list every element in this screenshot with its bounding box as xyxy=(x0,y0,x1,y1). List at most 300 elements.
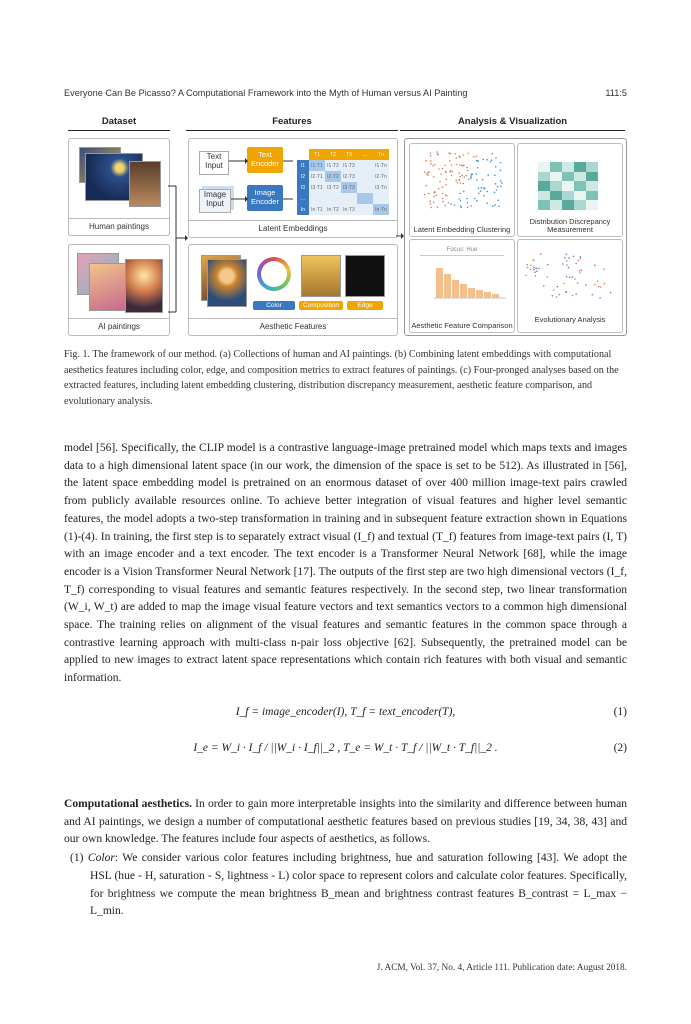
evolution-point xyxy=(533,267,535,269)
evolution-point xyxy=(535,275,537,277)
equation-2-number: (2) xyxy=(613,742,627,754)
matrix-row-header: I1 xyxy=(297,160,309,171)
scatter-point xyxy=(434,191,436,193)
heatmap-cell xyxy=(550,200,562,210)
image-encoder: Image Encoder xyxy=(247,185,283,211)
scatter-point xyxy=(470,176,472,178)
scatter-point xyxy=(445,184,447,186)
scatter-point xyxy=(449,160,451,162)
evolution-point xyxy=(579,270,581,272)
analysis-panel xyxy=(404,138,627,336)
human-paintings-label: Human paintings xyxy=(69,218,169,231)
matrix-cell: I3·T2 xyxy=(325,182,341,193)
ai-thumb xyxy=(125,259,163,313)
scatter-point xyxy=(500,169,502,171)
scatter-point xyxy=(492,205,494,207)
equation-2-text: I_e = W_i · I_f / ||W_i · I_f||_2 , T_e = W_t · T_f / ||W_t · T_f||_2 . xyxy=(193,742,498,754)
matrix-cell xyxy=(309,193,325,204)
scatter-point xyxy=(495,166,497,168)
evolution-point xyxy=(598,286,600,288)
scatter-point xyxy=(456,164,458,166)
scatter-point xyxy=(494,204,496,206)
evolution-point xyxy=(594,264,596,266)
chip-color: Color xyxy=(253,301,295,310)
evolution-point xyxy=(534,271,536,273)
matrix-cell: I1·T1 xyxy=(309,160,325,171)
heatmap-cell xyxy=(550,191,562,201)
matrix-row-header: I2 xyxy=(297,171,309,182)
scatter-point xyxy=(438,168,440,170)
scatter-point xyxy=(426,173,428,175)
matrix-cell: I1·T2 xyxy=(325,160,341,171)
framework-figure xyxy=(64,116,627,338)
edge-thumb xyxy=(345,255,385,297)
evolution-point xyxy=(572,295,574,297)
scatter-point xyxy=(459,164,461,166)
evolution-point xyxy=(579,256,581,258)
heatmap-cell xyxy=(538,172,550,182)
scatter-point xyxy=(466,175,468,177)
matrix-cell: I2·T2 xyxy=(325,171,341,182)
distribution-label: Distribution Discrepancy Measurement xyxy=(529,217,611,234)
scatter-point xyxy=(430,207,432,209)
histogram-bar xyxy=(452,280,459,298)
scatter-point xyxy=(482,179,484,181)
evolution-label: Evolutionary Analysis xyxy=(534,315,606,324)
scatter-point xyxy=(463,154,465,156)
list-item-number: (1) xyxy=(70,852,84,865)
evolution-point xyxy=(581,270,583,272)
scatter-point xyxy=(427,172,429,174)
matrix-row-header: ... xyxy=(297,193,309,204)
scatter-point xyxy=(451,164,453,166)
evolution-point xyxy=(566,276,568,278)
scatter-point xyxy=(445,194,447,196)
matrix-cell xyxy=(341,193,357,204)
evolution-point xyxy=(527,267,529,269)
portrait-thumb xyxy=(129,161,161,207)
list-item xyxy=(64,850,627,921)
scatter-point xyxy=(471,173,473,175)
evolution-point xyxy=(568,267,570,269)
scatter-point xyxy=(450,170,452,172)
scatter-point xyxy=(494,175,496,177)
scatter-point xyxy=(462,165,464,167)
heatmap-cell xyxy=(586,200,598,210)
scatter-point xyxy=(434,164,436,166)
scatter-point xyxy=(450,153,452,155)
scatter-point xyxy=(433,176,435,178)
evolution-point xyxy=(530,265,532,267)
histogram-bar xyxy=(460,284,467,298)
dataset-connector xyxy=(168,176,188,326)
scatter-point xyxy=(437,206,439,208)
scatter-point xyxy=(445,205,447,207)
heatmap-cell xyxy=(550,172,562,182)
scatter-point xyxy=(430,163,432,165)
scatter-point xyxy=(470,178,472,180)
scatter-point xyxy=(457,182,459,184)
scatter-point xyxy=(481,187,483,189)
chip-edge: Edge xyxy=(347,301,383,310)
heatmap-cell xyxy=(562,162,574,172)
body-text: model [56]. Specifically, the CLIP model is a contrastive language-image pretrained model which maps texts and images data to a high dimensional latent space (in our work, the dimension of the space is set to be 512). As illustrated in [56], the latent space embedding model is pretrained on an enormous dataset of over 400 million image-text pairs crawled from publicly available resources online. To achieve better integration of visual features and higher level semantic features, the model adopts a two-step transformation in training and in subsequent feature extraction shown in Equations (1)-(4). In training, the first step is to separately extract visual (I_f) and textual (T_f) features from image-text pairs (I, T) with an image encoder and a text encoder. The text encoder is a Transformer Neural Network [68], while the image encoder is a Vision Transformer Neural Network [17]. The outputs of the first step are two high dimensional vectors (I_f, T_f) corresponding to visual features and semantic features respectively. In the second step, two linear transformation (W_i, W_t) are added to map the image visual feature vectors and text semantics vectors to a common high dimensional space. The training relies on alignment of the visual features and semantic features in the common space through a contrastive learning approach with multi-class n-pair loss objective [62]. Subsequently, the pretrained model can be applied to new images to extract latent space representations which contain rich features with both visual and semantic information. xyxy=(64,442,627,685)
scatter-point xyxy=(436,151,438,153)
composition-thumb xyxy=(301,255,341,297)
heatmap-cell xyxy=(586,172,598,182)
evolution-point xyxy=(592,294,594,296)
heatmap-cell xyxy=(562,172,574,182)
scatter-point xyxy=(459,193,461,195)
heatmap-cell xyxy=(574,172,586,182)
scatter-point xyxy=(476,156,478,158)
scatter-point xyxy=(428,193,430,195)
scatter-point xyxy=(442,186,444,188)
scatter-point xyxy=(478,187,480,189)
evolution-point xyxy=(538,268,540,270)
heatmap-cell xyxy=(586,162,598,172)
evolution-point xyxy=(552,295,554,297)
scatter-point xyxy=(466,198,468,200)
discrepancy-heatmap xyxy=(538,162,598,210)
scatter-point xyxy=(425,160,427,162)
matrix-cell: In·T2 xyxy=(325,204,341,215)
scatter-point xyxy=(468,179,470,181)
matrix-cell xyxy=(357,204,373,215)
aesthetic-comparison-label: Aesthetic Feature Comparison xyxy=(411,321,513,330)
evolution-point xyxy=(564,257,566,259)
scatter-point xyxy=(432,165,434,167)
ai-paintings-box xyxy=(68,244,170,336)
scatter-point xyxy=(445,171,447,173)
scatter-point xyxy=(468,153,470,155)
matrix-col-header: T2 xyxy=(325,149,341,160)
heatmap-cell xyxy=(562,191,574,201)
heatmap-cell xyxy=(538,181,550,191)
scatter-point xyxy=(426,185,428,187)
scatter-point xyxy=(491,159,493,161)
section-heading: Computational aesthetics. xyxy=(64,798,192,810)
matrix-cell: I3·T1 xyxy=(309,182,325,193)
matrix-cell: In·T3 xyxy=(341,204,357,215)
scatter-point xyxy=(461,174,463,176)
section-features: Features xyxy=(186,116,398,131)
scatter-point xyxy=(476,160,478,162)
scatter-point xyxy=(439,181,441,183)
heatmap-cell xyxy=(586,191,598,201)
focus-label: Focus: Hue xyxy=(420,246,504,256)
page-footer: J. ACM, Vol. 37, No. 4, Article 111. Publication date: August 2018. xyxy=(376,963,627,973)
evolution-point xyxy=(566,260,568,262)
scatter-point xyxy=(454,153,456,155)
matrix-col-header: ... xyxy=(357,149,373,160)
scatter-point xyxy=(440,173,442,175)
scatter-point xyxy=(467,170,469,172)
page-number: 111:5 xyxy=(605,88,627,98)
matrix-cell xyxy=(357,160,373,171)
heatmap-cell xyxy=(550,162,562,172)
figure-caption: Fig. 1. The framework of our method. (a) Collections of human and AI paintings. (b) Combining latent embeddings with computational aesthetics features including color, edge, and composition metrics to extract features of paintings. (c) Four-pronged analyses based on the extracted features, including latent embedding clustering, distribution discrepancy measurement, aesthetic feature comparison, and evolutionary analysis. xyxy=(64,349,619,407)
section-dataset: Dataset xyxy=(68,116,170,131)
evolution-point xyxy=(574,278,576,280)
scatter-point xyxy=(451,171,453,173)
latent-embeddings-label: Latent Embeddings xyxy=(189,220,397,233)
matrix-cell xyxy=(357,182,373,193)
evolution-point xyxy=(569,277,571,279)
body-paragraph xyxy=(64,440,627,688)
aesthetic-comparison-panel xyxy=(409,239,515,333)
evolution-point xyxy=(562,263,564,265)
evolution-point xyxy=(540,253,542,255)
scatter-point xyxy=(467,207,469,209)
list-item-head: Color xyxy=(87,852,115,865)
matrix-col-header: T3 xyxy=(341,149,357,160)
scatter-point xyxy=(459,176,461,178)
histogram-bar xyxy=(484,292,491,298)
evolution-point xyxy=(572,276,574,278)
ai-paintings-label: AI paintings xyxy=(69,318,169,331)
evolution-point xyxy=(532,260,534,262)
scatter-point xyxy=(483,159,485,161)
scatter-point xyxy=(497,199,499,201)
evolution-point xyxy=(566,264,568,266)
latent-clustering-panel xyxy=(409,143,515,237)
scatter-point xyxy=(486,191,488,193)
scatter-point xyxy=(473,156,475,158)
equation-2 xyxy=(64,742,627,754)
evolution-point xyxy=(553,289,555,291)
histogram-bar xyxy=(476,290,483,298)
scatter-point xyxy=(455,180,457,182)
scatter-point xyxy=(460,200,462,202)
evolution-point xyxy=(575,263,577,265)
evolution-point xyxy=(530,269,532,271)
scatter-point xyxy=(442,193,444,195)
heatmap-cell xyxy=(562,181,574,191)
evolution-point xyxy=(526,264,528,266)
evolution-point xyxy=(557,286,559,288)
scatter-point xyxy=(442,168,444,170)
portrait-thumb xyxy=(207,259,247,307)
scatter-point xyxy=(500,162,502,164)
evolution-panel xyxy=(517,239,623,333)
scatter-point xyxy=(433,196,435,198)
scatter-point xyxy=(483,187,485,189)
scatter-point xyxy=(494,192,496,194)
scatter-point xyxy=(442,201,444,203)
heatmap-cell xyxy=(538,191,550,201)
scatter-point xyxy=(437,153,439,155)
image-input: Image Input xyxy=(199,189,231,213)
scatter-point xyxy=(463,176,465,178)
scatter-point xyxy=(451,175,453,177)
scatter-point xyxy=(433,202,435,204)
evolution-point xyxy=(566,291,568,293)
section-intro: In order to gain more interpretable insights into the similarity and difference between human and AI paintings, we design a number of computational aesthetic features based on previous studies [19, 34, 38, 43] and our own knowledge. The features include four aspects of aesthetics, as follows. xyxy=(64,798,627,846)
evolution-point xyxy=(535,268,537,270)
scatter-point xyxy=(442,198,444,200)
matrix-cell: I3·T3 xyxy=(341,182,357,193)
scatter-point xyxy=(458,155,460,157)
scatter-point xyxy=(430,203,432,205)
evolution-scatter xyxy=(522,248,618,302)
scatter-point xyxy=(490,161,492,163)
scatter-point xyxy=(460,182,462,184)
heatmap-cell xyxy=(538,162,550,172)
scatter-point xyxy=(495,157,497,159)
evolution-point xyxy=(600,286,602,288)
aesthetic-features-label: Aesthetic Features xyxy=(189,318,397,331)
evolution-point xyxy=(603,268,605,270)
cluster-scatter xyxy=(414,148,510,212)
matrix-cell: In·Tn xyxy=(373,204,389,215)
scatter-point xyxy=(477,167,479,169)
scatter-point xyxy=(430,160,432,162)
scatter-point xyxy=(476,200,478,202)
evolution-point xyxy=(536,270,538,272)
hue-histogram xyxy=(418,258,508,304)
evolution-point xyxy=(594,284,596,286)
scatter-point xyxy=(458,198,460,200)
matrix-cell xyxy=(357,171,373,182)
scatter-point xyxy=(500,180,502,182)
matrix-cell: I2·Tn xyxy=(373,171,389,182)
scatter-point xyxy=(476,179,478,181)
scatter-point xyxy=(436,195,438,197)
scatter-point xyxy=(424,171,426,173)
evolution-point xyxy=(604,283,606,285)
evolution-point xyxy=(525,275,527,277)
evolution-point xyxy=(547,264,549,266)
heatmap-cell xyxy=(550,181,562,191)
latent-clustering-label: Latent Embedding Clustering xyxy=(413,225,511,234)
scatter-point xyxy=(444,165,446,167)
scatter-point xyxy=(458,179,460,181)
heatmap-cell xyxy=(538,200,550,210)
equation-1 xyxy=(64,706,627,718)
scatter-point xyxy=(487,174,489,176)
evolution-point xyxy=(547,276,549,278)
evolution-point xyxy=(543,285,545,287)
scatter-point xyxy=(424,194,426,196)
histogram-bar xyxy=(468,288,475,298)
evolution-point xyxy=(566,253,568,255)
evolution-point xyxy=(568,257,570,259)
heatmap-cell xyxy=(562,200,574,210)
evolution-point xyxy=(599,297,601,299)
equation-1-text: I_f = image_encoder(I), T_f = text_encoder(T), xyxy=(235,706,456,718)
matrix-cell: I1·T3 xyxy=(341,160,357,171)
matrix-row-header: In xyxy=(297,204,309,215)
matrix-cell: I2·T1 xyxy=(309,171,325,182)
scatter-point xyxy=(438,188,440,190)
matrix-cell: In·T1 xyxy=(309,204,325,215)
equation-1-number: (1) xyxy=(613,706,627,718)
scatter-point xyxy=(500,185,502,187)
heatmap-cell xyxy=(574,200,586,210)
features-connector xyxy=(396,176,404,316)
scatter-point xyxy=(456,157,458,159)
section-analysis: Analysis & Visualization xyxy=(400,116,625,131)
scatter-point xyxy=(463,191,465,193)
matrix-col-header: T1 xyxy=(309,149,325,160)
evolution-point xyxy=(579,272,581,274)
scatter-point xyxy=(429,201,431,203)
scatter-point xyxy=(475,173,477,175)
scatter-point xyxy=(477,161,479,163)
histogram-bar xyxy=(436,268,443,298)
heatmap-cell xyxy=(574,191,586,201)
scatter-point xyxy=(458,172,460,174)
running-header xyxy=(64,88,627,98)
computational-aesthetics-section xyxy=(64,796,627,921)
scatter-point xyxy=(483,195,485,197)
evolution-point xyxy=(578,260,580,262)
scatter-point xyxy=(478,193,480,195)
list-item-text: : We consider various color features including brightness, hue and saturation following [43]. We adopt the HSL (hue - H, saturation - S, lightness - L) color space to represent colors and calculate color features. Specifically, for brightness we compute the mean brightness B_mean and brightness contrast features B_contrast = L_max − L_min. xyxy=(90,852,627,918)
evolution-point xyxy=(610,292,612,294)
heatmap-cell xyxy=(586,181,598,191)
scatter-point xyxy=(496,189,498,191)
evolution-point xyxy=(533,269,535,271)
evolution-point xyxy=(558,294,560,296)
histogram-bar xyxy=(444,274,451,298)
scatter-point xyxy=(448,202,450,204)
scatter-point xyxy=(491,153,493,155)
scatter-point xyxy=(486,159,488,161)
human-paintings-box xyxy=(68,138,170,236)
distribution-panel xyxy=(517,143,623,237)
evolution-point xyxy=(556,296,558,298)
scatter-point xyxy=(480,190,482,192)
matrix-cell: I3·Tn xyxy=(373,182,389,193)
evolution-point xyxy=(563,283,565,285)
evolution-point xyxy=(585,284,587,286)
text-input: Text Input xyxy=(199,151,229,175)
matrix-cell xyxy=(357,193,373,204)
scatter-point xyxy=(454,204,456,206)
scatter-point xyxy=(462,183,464,185)
matrix-row-header: I3 xyxy=(297,182,309,193)
scatter-point xyxy=(446,179,448,181)
scatter-point xyxy=(427,174,429,176)
latent-embedding-box xyxy=(188,138,398,238)
scatter-point xyxy=(501,182,503,184)
heatmap-cell xyxy=(574,162,586,172)
evolution-point xyxy=(580,258,582,260)
evolution-point xyxy=(577,282,579,284)
scatter-point xyxy=(495,183,497,185)
chip-composition: Composition xyxy=(299,301,343,310)
scatter-point xyxy=(474,198,476,200)
evolution-point xyxy=(573,256,575,258)
evolution-point xyxy=(575,293,577,295)
scatter-point xyxy=(466,167,468,169)
scatter-point xyxy=(466,202,468,204)
scatter-point xyxy=(486,202,488,204)
encoder-arrows xyxy=(227,155,297,215)
scatter-point xyxy=(461,207,463,209)
scatter-point xyxy=(497,186,499,188)
matrix-col-header: Tn xyxy=(373,149,389,160)
matrix-cell xyxy=(325,193,341,204)
matrix-cell xyxy=(373,193,389,204)
scatter-point xyxy=(498,206,500,208)
scatter-point xyxy=(450,203,452,205)
running-title: Everyone Can Be Picasso? A Computational Framework into the Myth of Human versus AI Painting xyxy=(64,88,468,98)
evolution-point xyxy=(597,280,599,282)
histogram-bar xyxy=(492,294,499,298)
